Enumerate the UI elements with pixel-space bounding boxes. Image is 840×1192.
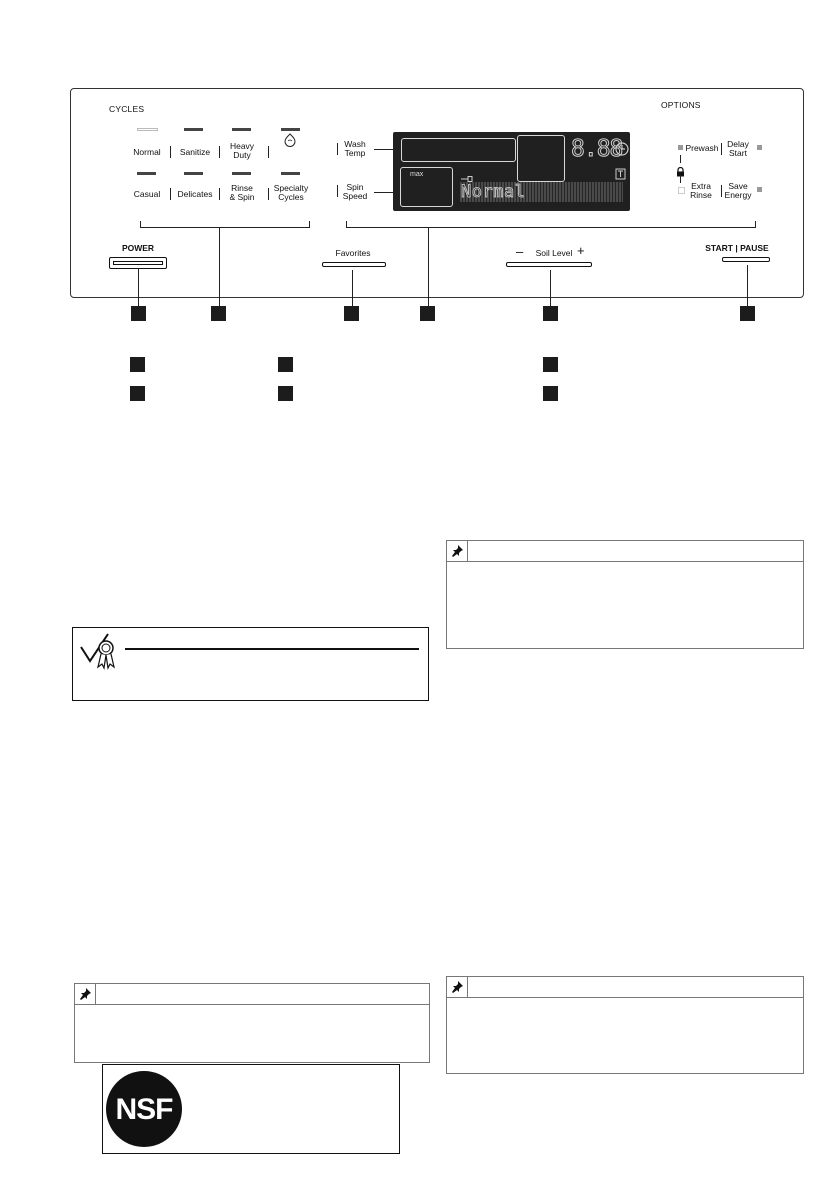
time-readout: 8.88	[571, 136, 623, 162]
display-bracket	[346, 221, 756, 228]
extra-rinse-button[interactable]: Extra Rinse	[690, 181, 712, 200]
clock-icon	[615, 142, 629, 156]
cycle-indicator-normal	[137, 128, 158, 131]
pushpin-icon	[447, 541, 468, 561]
lock-display-icon	[615, 167, 626, 179]
wash-temp-button[interactable]: Wash Temp	[344, 139, 366, 158]
note-header	[447, 541, 803, 562]
nsf-certification-box	[102, 1064, 400, 1154]
steam-cycle-icon[interactable]	[283, 133, 297, 147]
legend-marker	[543, 386, 558, 401]
start-pause-button[interactable]	[722, 257, 770, 262]
callout-marker	[344, 306, 359, 321]
spin-segment	[400, 167, 453, 207]
callout-leader	[428, 228, 429, 306]
cycle-name-readout: Normal	[461, 182, 526, 202]
callout-marker	[543, 306, 558, 321]
soil-minus-icon[interactable]: –	[516, 244, 524, 259]
separator	[337, 185, 338, 197]
legend-marker	[543, 357, 558, 372]
favorites-label: Favorites	[335, 248, 371, 258]
cycle-delicates[interactable]: Delicates	[177, 189, 213, 199]
cycle-rinse-spin[interactable]: Rinse & Spin	[229, 183, 255, 202]
save-energy-led	[757, 187, 762, 192]
cycles-header: CYCLES	[109, 104, 145, 114]
cycle-heavy-duty[interactable]: Heavy Duty	[229, 141, 255, 160]
callout-leader	[550, 270, 551, 306]
max-label: max	[410, 171, 424, 178]
prewash-button[interactable]: Prewash	[685, 143, 719, 153]
nsf-logo	[106, 1071, 182, 1147]
delay-start-led	[757, 145, 762, 150]
legend-marker	[278, 357, 293, 372]
separator	[337, 143, 338, 155]
separator	[268, 146, 269, 158]
options-header: OPTIONS	[661, 100, 701, 110]
start-pause-label: START | PAUSE	[705, 243, 769, 253]
delay-start-button[interactable]: Delay Start	[727, 139, 749, 158]
note-header	[447, 977, 803, 998]
cycle-specialty[interactable]: Specialty Cycles	[273, 183, 309, 202]
cycle-indicator-sanitize	[184, 128, 203, 131]
key-icon	[460, 170, 474, 178]
spin-speed-button[interactable]: Spin Speed	[342, 182, 368, 201]
favorites-button[interactable]	[322, 262, 386, 267]
callout-marker	[131, 306, 146, 321]
callout-marker	[740, 306, 755, 321]
cycle-indicator-rinse-spin	[232, 172, 251, 175]
note-header	[75, 984, 429, 1005]
cycle-indicator-heavy-duty	[232, 128, 251, 131]
nsf-logo-text: NSF	[115, 1093, 173, 1126]
callout-marker	[420, 306, 435, 321]
pushpin-icon	[75, 984, 96, 1004]
callout-leader	[138, 268, 139, 306]
prewash-led	[678, 145, 683, 150]
cycle-indicator-specialty	[281, 172, 300, 175]
lcd-display	[393, 132, 630, 211]
cycle-normal[interactable]: Normal	[133, 147, 161, 157]
callout-leader	[747, 265, 748, 306]
certification-box	[72, 627, 429, 701]
lock-line	[680, 175, 681, 183]
legend-marker	[278, 386, 293, 401]
cycle-indicator-steam	[281, 128, 300, 131]
lock-line	[680, 155, 681, 163]
callout-leader	[352, 270, 353, 306]
soil-level-label: Soil Level	[535, 248, 573, 258]
callout-leader	[219, 228, 220, 306]
temp-segment	[401, 138, 516, 162]
certified-ribbon-icon	[78, 631, 120, 671]
extra-rinse-led	[678, 187, 685, 194]
status-segment	[517, 135, 565, 182]
certification-rule	[125, 648, 419, 650]
note-box	[446, 540, 804, 649]
power-label: POWER	[121, 243, 155, 253]
save-energy-button[interactable]: Save Energy	[724, 181, 752, 200]
cycle-indicator-casual	[137, 172, 156, 175]
soil-plus-icon[interactable]: +	[577, 243, 585, 258]
soil-level-button[interactable]	[506, 262, 592, 267]
pushpin-icon	[447, 977, 468, 997]
cycles-bracket	[140, 221, 310, 228]
child-lock-icon	[676, 164, 685, 174]
legend-marker	[130, 386, 145, 401]
cycle-indicator-delicates	[184, 172, 203, 175]
callout-marker	[211, 306, 226, 321]
note-box	[446, 976, 804, 1074]
cycle-sanitize[interactable]: Sanitize	[179, 147, 211, 157]
cycle-casual[interactable]: Casual	[133, 189, 161, 199]
note-box	[74, 983, 430, 1063]
legend-marker	[130, 357, 145, 372]
